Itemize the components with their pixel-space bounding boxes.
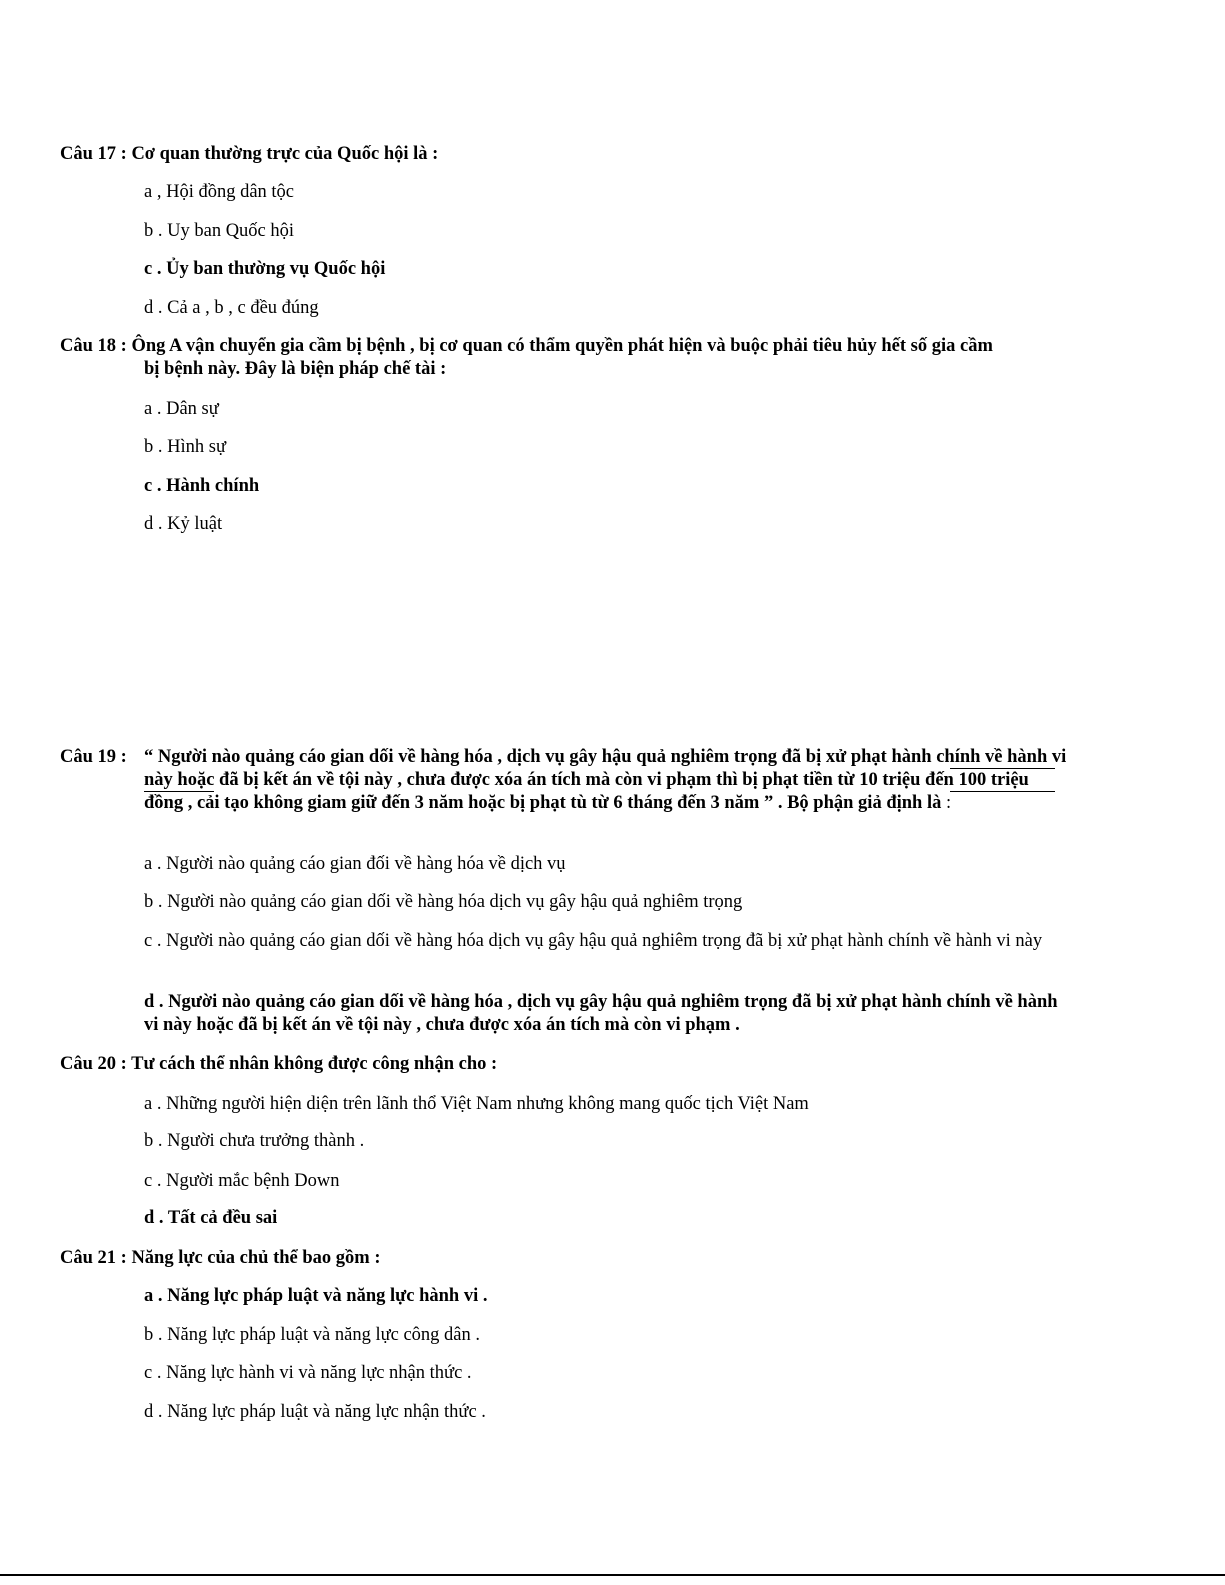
option-19-a: a . Người nào quảng cáo gian đối về hàng hóa về dịch vụ bbox=[144, 854, 566, 874]
underline-mark bbox=[950, 768, 1055, 769]
question-label: Câu 18 : bbox=[60, 336, 127, 356]
question-label: Câu 21 : bbox=[60, 1248, 127, 1268]
question-text-line1: Ông A vận chuyển gia cầm bị bệnh , bị cơ quan có thẩm quyền phát hiện và buộc phải tiêu hủy hết số gia cầm bbox=[131, 336, 993, 356]
option-17-c: c . Ủy ban thường vụ Quốc hội bbox=[144, 259, 386, 279]
question-20 bbox=[60, 1053, 1070, 1076]
option-19-b: b . Người nào quảng cáo gian dối về hàng hóa dịch vụ gây hậu quả nghiêm trọng bbox=[144, 892, 743, 912]
option-18-c: c . Hành chính bbox=[144, 476, 260, 496]
option-20-a: a . Những người hiện diện trên lãnh thổ Việt Nam nhưng không mang quốc tịch Việt Nam bbox=[144, 1094, 809, 1114]
option-18-d: d . Kỷ luật bbox=[144, 514, 223, 534]
question-text: Tư cách thể nhân không được công nhận cho : bbox=[131, 1054, 498, 1074]
question-21 bbox=[60, 1247, 1070, 1270]
underline-mark bbox=[144, 791, 214, 792]
underline-mark bbox=[950, 791, 1055, 792]
option-17-a: a , Hội đồng dân tộc bbox=[144, 182, 295, 202]
option-21-c: c . Năng lực hành vi và năng lực nhận thức . bbox=[144, 1363, 472, 1383]
option-17-b: b . Uy ban Quốc hội bbox=[144, 221, 295, 241]
question-18 bbox=[60, 335, 1070, 381]
question-label: Câu 19 : bbox=[60, 747, 127, 767]
question-17 bbox=[60, 143, 1070, 166]
question-19 bbox=[60, 746, 1070, 815]
question-text bbox=[144, 746, 1070, 815]
question-label: Câu 20 : bbox=[60, 1054, 127, 1074]
question-text-tail: : bbox=[941, 793, 952, 813]
option-19-d: d . Người nào quảng cáo gian dối về hàng hóa , dịch vụ gây hậu quả nghiêm trọng đã bị xử phạt hành chính về hành vi này hoặc đã bị kết án về tội này , chưa được xóa án tích mà còn vi phạm . bbox=[144, 992, 1058, 1035]
page-bottom-rule bbox=[0, 1574, 1225, 1576]
option-19-c: c . Người nào quảng cáo gian dối về hàng hóa dịch vụ gây hậu quả nghiêm trọng đã bị xử phạt hành chính về hành vi này bbox=[144, 931, 1043, 951]
option-21-b: b . Năng lực pháp luật và năng lực công dân . bbox=[144, 1325, 480, 1345]
question-label: Câu 17 : bbox=[60, 144, 127, 164]
option-20-c: c . Người mắc bệnh Down bbox=[144, 1171, 340, 1191]
option-18-a: a . Dân sự bbox=[144, 399, 219, 419]
option-18-b: b . Hình sự bbox=[144, 437, 226, 457]
option-17-d: d . Cả a , b , c đều đúng bbox=[144, 298, 319, 318]
option-21-d: d . Năng lực pháp luật và năng lực nhận thức . bbox=[144, 1402, 486, 1422]
option-20-b: b . Người chưa trưởng thành . bbox=[144, 1131, 365, 1151]
question-text: Năng lực của chủ thể bao gồm : bbox=[131, 1248, 381, 1268]
question-text-line2: bị bệnh này. Đây là biện pháp chế tài : bbox=[144, 359, 447, 379]
question-text: Cơ quan thường trực của Quốc hội là : bbox=[131, 144, 439, 164]
question-text-bold: “ Người nào quảng cáo gian dối về hàng hóa , dịch vụ gây hậu quả nghiêm trọng đã bị xử phạt hành chính về hành vi này hoặc đã bị kết án về tội này , chưa được xóa án tích mà còn vi phạm thì bị phạt tiền từ 10 triệu đến 100 triệu đồng , cải tạo không giam giữ đến 3 năm hoặc bị phạt tù từ 6 tháng đến 3 năm ” . Bộ phận giả định là bbox=[144, 747, 1067, 813]
option-21-a: a . Năng lực pháp luật và năng lực hành vi . bbox=[144, 1286, 488, 1306]
option-20-d: d . Tất cả đều sai bbox=[144, 1208, 278, 1228]
